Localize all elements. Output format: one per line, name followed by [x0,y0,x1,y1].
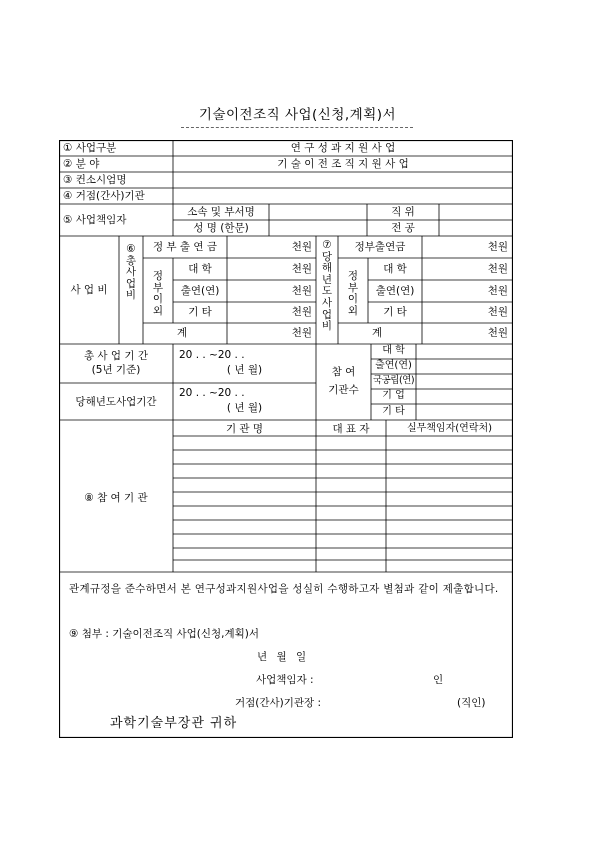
univ-unit: 천원 [291,263,312,275]
leader-seal-mark: 인 [433,674,444,686]
field-value: 기 술 이 전 조 직 지 원 사 업 [277,158,409,170]
univ-label: 대 학 [188,263,212,275]
col-institution-name: 기 관 명 [225,423,264,435]
participating-institutions-label: ⑧ 참 여 기 관 [84,492,148,504]
sum-label: 계 [177,327,188,339]
total-period-range: 20 . . ~20 . . [179,349,245,361]
total-period-years: ( 년 월) [226,364,263,376]
year-period-range: 20 . . ~20 . . [179,387,245,399]
year-univ-unit: 천원 [487,263,508,275]
major-label: 전 공 [391,222,415,234]
non-gov-label: 정부이외 [152,270,164,317]
col-representative: 대 표 자 [332,423,370,435]
year-inst-label: 출연(연) [375,285,415,297]
declaration-text: 관계규정을 준수하면서 본 연구성과지원사업을 성실히 수행하고자 별첨과 같이 제출합니다. [69,583,499,595]
year-period-years: ( 년 월) [226,402,263,414]
participant-count-label-2: 기관수 [328,384,359,396]
form-title: 기술이전조직 사업(신청,계획)서 [198,107,397,123]
gov-fund-label: 정 부 출 연 금 [152,241,218,253]
etc-unit: 천원 [291,306,312,318]
application-form [59,140,513,738]
inst-label: 출연(연) [180,285,220,297]
year-etc-unit: 천원 [487,306,508,318]
row-consortium-label: ③ 컨소시엄명 [63,174,127,186]
date-line: 년 월 일 [257,651,307,663]
etc-label: 기 타 [188,306,212,318]
project-leader-sign-label: 사업책임자 : [256,674,314,686]
dept-label: 소속 및 부서명 [187,206,255,218]
kind-inst: 출연(연) [375,360,412,371]
inst-unit: 천원 [291,285,312,297]
official-seal-mark: (직인) [457,697,486,709]
name-hanja-label: 성 명 (한문) [193,222,249,234]
row-project-leader-label: ⑤ 사업책임자 [63,214,127,226]
form-grid [59,140,513,738]
total-budget-vertical-label: ⑥총사업비 [125,243,137,302]
attachment-line: ⑨ 첨부 : 기술이전조직 사업(신청,계획)서 [69,628,259,640]
sum-unit: 천원 [291,327,312,339]
year-etc-label: 기 타 [383,306,407,318]
recipient-line: 과학기술부장관 귀하 [110,716,238,731]
year-gov-fund-unit: 천원 [487,241,508,253]
total-period-sub: (5년 기준) [91,364,141,376]
year-period-label: 당해년도사업기간 [75,396,157,408]
row-business-type-label: ① 사업구분 [63,142,117,154]
business-type-value: 연 구 성 과 지 원 사 업 [290,142,396,154]
kind-company: 기 업 [382,390,405,401]
year-sum-label: 계 [372,327,383,339]
year-budget-vertical-label: ⑦당해년도사업비 [321,239,333,333]
total-period-label: 총 사 업 기 간 [83,350,149,362]
participant-count-label-1: 참 여 [331,366,356,378]
year-gov-fund-label: 정부출연금 [354,241,406,253]
kind-univ: 대 학 [382,345,405,356]
title-underline [181,127,413,128]
year-inst-unit: 천원 [487,285,508,297]
gov-fund-unit: 천원 [291,241,312,253]
year-sum-unit: 천원 [487,327,508,339]
position-label: 직 위 [391,206,415,218]
col-contact: 실무책임자(연락처) [406,423,493,434]
year-univ-label: 대 학 [383,263,407,275]
row-hub-institution-label: ④ 거점(간사)기관 [63,190,145,202]
budget-label: 사 업 비 [70,284,108,296]
kind-national: 국공립(연) [372,375,415,386]
year-non-gov-label: 정부이외 [347,270,359,317]
kind-etc: 기 타 [382,406,405,417]
row-field-label: ② 분 야 [63,158,100,170]
hub-head-sign-label: 거점(간사)기관장 : [235,697,322,709]
